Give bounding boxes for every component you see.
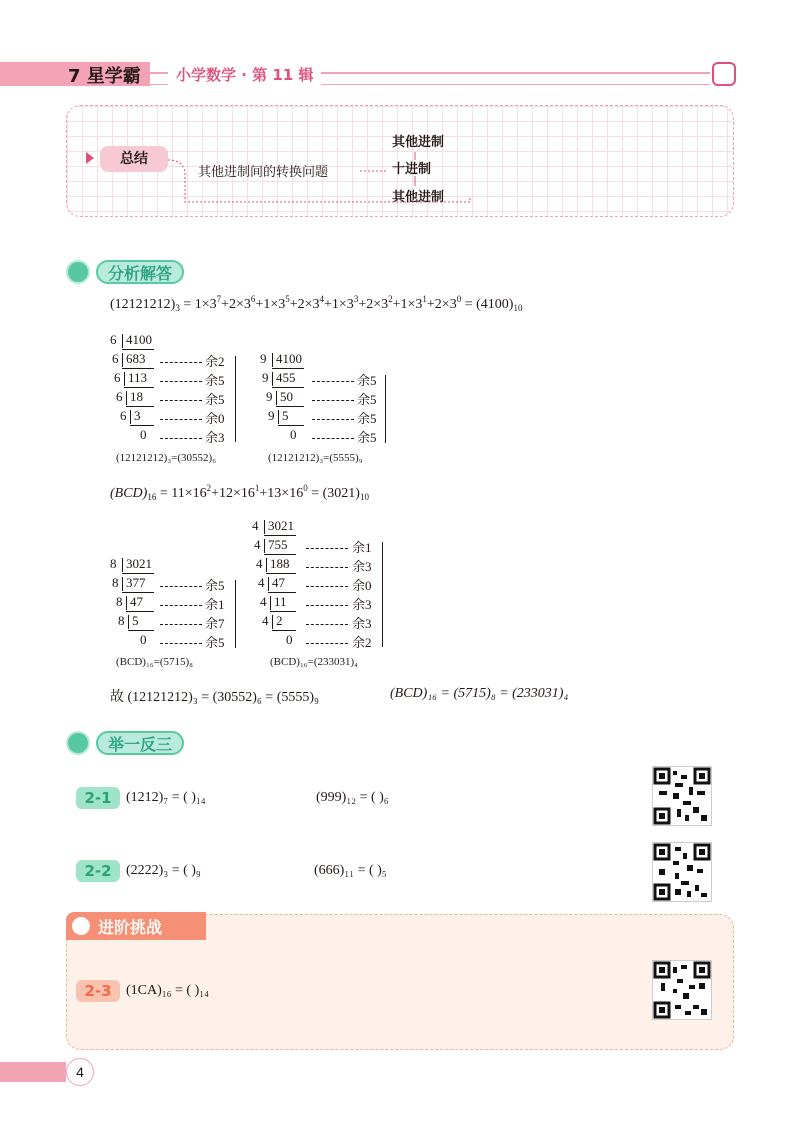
conclusion-2: (BCD)₁₆ = (5715)₈ = (233031)₄ <box>390 686 569 701</box>
division-base-6: 6 4100 6 683 6 113 6 18 6 3 0 余2 余5 余5 余0 余3 <box>110 332 240 462</box>
page-number: 4 <box>66 1058 94 1086</box>
division-base-4-result: (BCD)₁₆=(233031)₄ <box>270 656 358 668</box>
flow-step-2: 十进制 <box>392 162 432 177</box>
division-base-8-result: (BCD)₁₆=(5715)₈ <box>116 656 193 668</box>
qr-code-icon[interactable] <box>652 766 712 826</box>
analysis-icon <box>66 260 90 284</box>
flow-step-1: 其他进制 <box>392 135 445 150</box>
exercise-question: (666)₁₁ = ( )₅ <box>314 863 387 878</box>
triangle-marker-icon <box>86 152 94 164</box>
division-base-9: 9 4100 9 455 9 50 9 5 0 余5 余5 余5 余5 <box>260 351 390 461</box>
summary-connectors <box>160 140 490 215</box>
exercise-badge: 2-1 <box>76 787 120 809</box>
exercise-question: (999)₁₂ = ( )₆ <box>316 790 389 805</box>
exercise-question: (2222)₃ = ( )₉ <box>126 863 201 878</box>
division-base-4: 4 3021 4 755 4 188 4 47 4 11 4 2 0 余1 余3 余0 余3 余3 余2 <box>252 518 392 663</box>
practice-icon <box>66 731 90 755</box>
division-base-8: 8 3021 8 377 8 47 8 5 0 余5 余1 余7 余5 <box>110 556 240 666</box>
division-base-6-result: (12121212)₃=(30552)₆ <box>116 452 217 464</box>
exercise-question: (1212)₇ = ( )₁₄ <box>126 790 206 805</box>
equation-1: $(12121212)_3 = 1\times 3^7+2\times 3^6+1\times 3^5+2\times 3^4+1\times 3^3+2\times 3^2+1\times 3^1+2\times 3^0 = (4100)_{10}$ <box>110 294 523 313</box>
analysis-heading: 分析解答 <box>96 260 184 284</box>
equation-2: $(BCD)_{16} = 11\times 16^2+12\times 16^1+13\times 16^0 = (3021)_{10}$ <box>110 483 369 502</box>
exercise-question: (1CA)₁₆ = ( )₁₄ <box>126 983 210 998</box>
book-title: 7 星学霸 <box>68 66 141 87</box>
challenge-icon <box>70 915 92 937</box>
advanced-heading: 进阶挑战 <box>98 918 163 937</box>
book-icon <box>712 62 736 86</box>
division-base-9-result: (12121212)₃=(5555)₉ <box>268 452 363 464</box>
qr-code-icon[interactable] <box>652 842 712 902</box>
series-subtitle: 小学数学 · 第 11 辑 <box>168 64 321 85</box>
summary-topic: 其他进制间的转换问题 <box>198 165 329 180</box>
qr-code-icon[interactable] <box>652 960 712 1020</box>
footer-band <box>0 1062 66 1082</box>
exercise-badge: 2-3 <box>76 980 120 1002</box>
flow-step-3: 其他进制 <box>392 190 445 205</box>
conclusion-1: 故 (12121212)₃ = (30552)₆ = (5555)₉ <box>110 690 319 705</box>
summary-label: 总结 <box>100 146 168 172</box>
exercise-badge: 2-2 <box>76 860 120 882</box>
practice-heading: 举一反三 <box>96 731 184 755</box>
